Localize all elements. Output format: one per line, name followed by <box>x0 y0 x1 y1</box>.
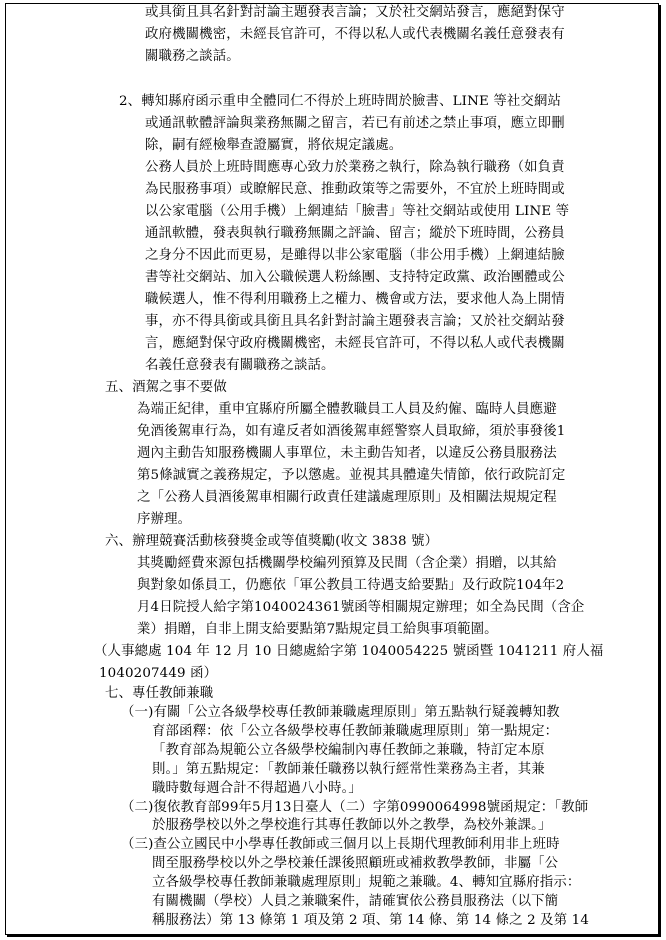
text-line: 業）捐贈，自非上開支給要點第7點規定員工給與事項範圍。 <box>137 622 498 637</box>
text-line: 為端正紀律，重申宜縣府所屬全體教職員工人員及約僱、臨時人員應避 <box>137 402 557 417</box>
text-line: 通訊軟體，發表與執行職務無關之評論、留言；縱於下班時間，公務員 <box>145 226 565 241</box>
text-line: 或通訊軟體評論與業務無關之留言，若已有前述之禁止事項，應立即刪 <box>145 116 565 131</box>
text-line: 間至服務學校以外之學校兼任課後照顧班或補救教學教師，非屬「公 <box>152 856 559 871</box>
text-line: 為民服務事項）或瞭解民意、推動政策等之需要外，不宜於上班時間或 <box>145 182 565 197</box>
text-line: 之「公務人員酒後駕車相關行政責任建議處理原則」及相關法規規定程 <box>137 490 557 505</box>
text-line: 之身分不因此而更易，是雖得以非公家電腦（非公用手機）上網連結臉 <box>145 248 565 263</box>
text-line: 立各級學校專任教師兼職處理原則」規範之兼職。4、轉知宜縣府指示： <box>152 875 581 890</box>
text-line: 育部函釋：依「公立各級學校專任教師兼職處理原則」第一點規定： <box>152 724 559 739</box>
text-line: 與對象如係員工，仍應依「軍公教員工待遇支給要點」及行政院104年2 <box>137 578 565 593</box>
section-heading: 五、酒駕之事不要做 <box>105 380 227 395</box>
reference-note: （人事總處 104 年 12 月 10 日總處給字第 1040054225 號函暨 1041211 府人福 <box>94 644 604 659</box>
text-line: 職候選人，惟不得利用職務上之權力、機會或方法，要求他人為上開情 <box>145 292 565 307</box>
reference-note: 1040207449 函） <box>99 666 218 681</box>
text-line: 或具銜且具名針對討論主題發表言論；又於社交網站發言，應絕對保守 <box>145 5 565 20</box>
text-line: 第5條誠實之義務規定，予以懲處。並視其具體違失情節，依行政院訂定 <box>137 468 566 483</box>
text-line: （一)有關「公立各級學校專任教師兼職處理原則」第五點執行疑義轉知教 <box>121 705 560 720</box>
text-line: 免酒後駕車行為，如有違反者如酒後駕車經警察人員取締，須於事發後1 <box>137 424 566 439</box>
section-heading: 六、辦理競賽活動核發獎金或等值獎勵(收文 3838 號） <box>105 534 439 549</box>
text-line: 關職務之談話。 <box>145 49 240 64</box>
text-line: （三)查公立國民中小學專任教師或三個月以上長期代理教師利用非上班時 <box>121 837 560 852</box>
text-line: 週內主動告知服務機關人事單位，未主動告知者，以違反公務員服務法 <box>137 446 557 461</box>
text-line: 公務人員於上班時間應專心致力於業務之執行，除為執行職務（如負責 <box>145 160 565 175</box>
text-line: 於服務學校以外之學校進行其專任教師以外之教學，為校外兼課。」 <box>152 818 552 833</box>
text-line: 以公家電腦（公用手機）上網連結「臉書」等社交網站或使用 LINE 等 <box>145 204 570 219</box>
text-line: 有關機關（學校）人員之兼職案件，請確實依公務員服務法（以下簡 <box>152 894 559 909</box>
text-line: 事，亦不得具銜或具銜且具名針對討論主題發表言論；又於社交網站發 <box>145 314 565 329</box>
section-heading: 七、專任教師兼職 <box>105 686 214 701</box>
text-line: 言，應絕對保守政府機關機密，未經長官許可，不得以私人或代表機關 <box>145 336 565 351</box>
text-line: 月4日院授人給字第1040024361號函等相關規定辦理；如全為民間（含企 <box>137 600 585 615</box>
text-line: 政府機關機密，未經長官許可，不得以私人或代表機關名義任意發表有 <box>145 27 565 42</box>
text-line: 除，嗣有經檢舉查證屬實，將依規定議處。 <box>145 138 403 153</box>
text-line: 序辦理。 <box>137 512 192 527</box>
text-line: 「教育部為規範公立各級學校編制內專任教師之兼職，特訂定本原 <box>152 743 545 758</box>
text-line: 則。」第五點規定：「教師兼任職務以執行經常性業務為主者，其兼 <box>152 762 545 777</box>
text-line: 職時數每週合計不得超過八小時。」 <box>152 781 362 796</box>
text-line: 其獎勵經費來源包括機關學校編列預算及民間（含企業）捐贈，以其給 <box>137 556 557 571</box>
text-line: 名義任意發表有關職務之談話。 <box>145 358 335 373</box>
text-line: （二)復依教育部99年5月13日臺人（二）字第0990064998號函規定：「教師 <box>121 800 589 815</box>
text-line: 書等社交網站、加入公職候選人粉絲團、支持特定政黨、政治團體或公 <box>145 270 565 285</box>
text-line: 2、轉知縣府函示重申全體同仁不得於上班時間於臉書、LINE 等社交網站 <box>119 94 562 109</box>
text-line: 稱服務法）第 13 條第 1 項及第 2 項、第 14 條、第 14 條之 2 及第 14 <box>152 913 590 928</box>
